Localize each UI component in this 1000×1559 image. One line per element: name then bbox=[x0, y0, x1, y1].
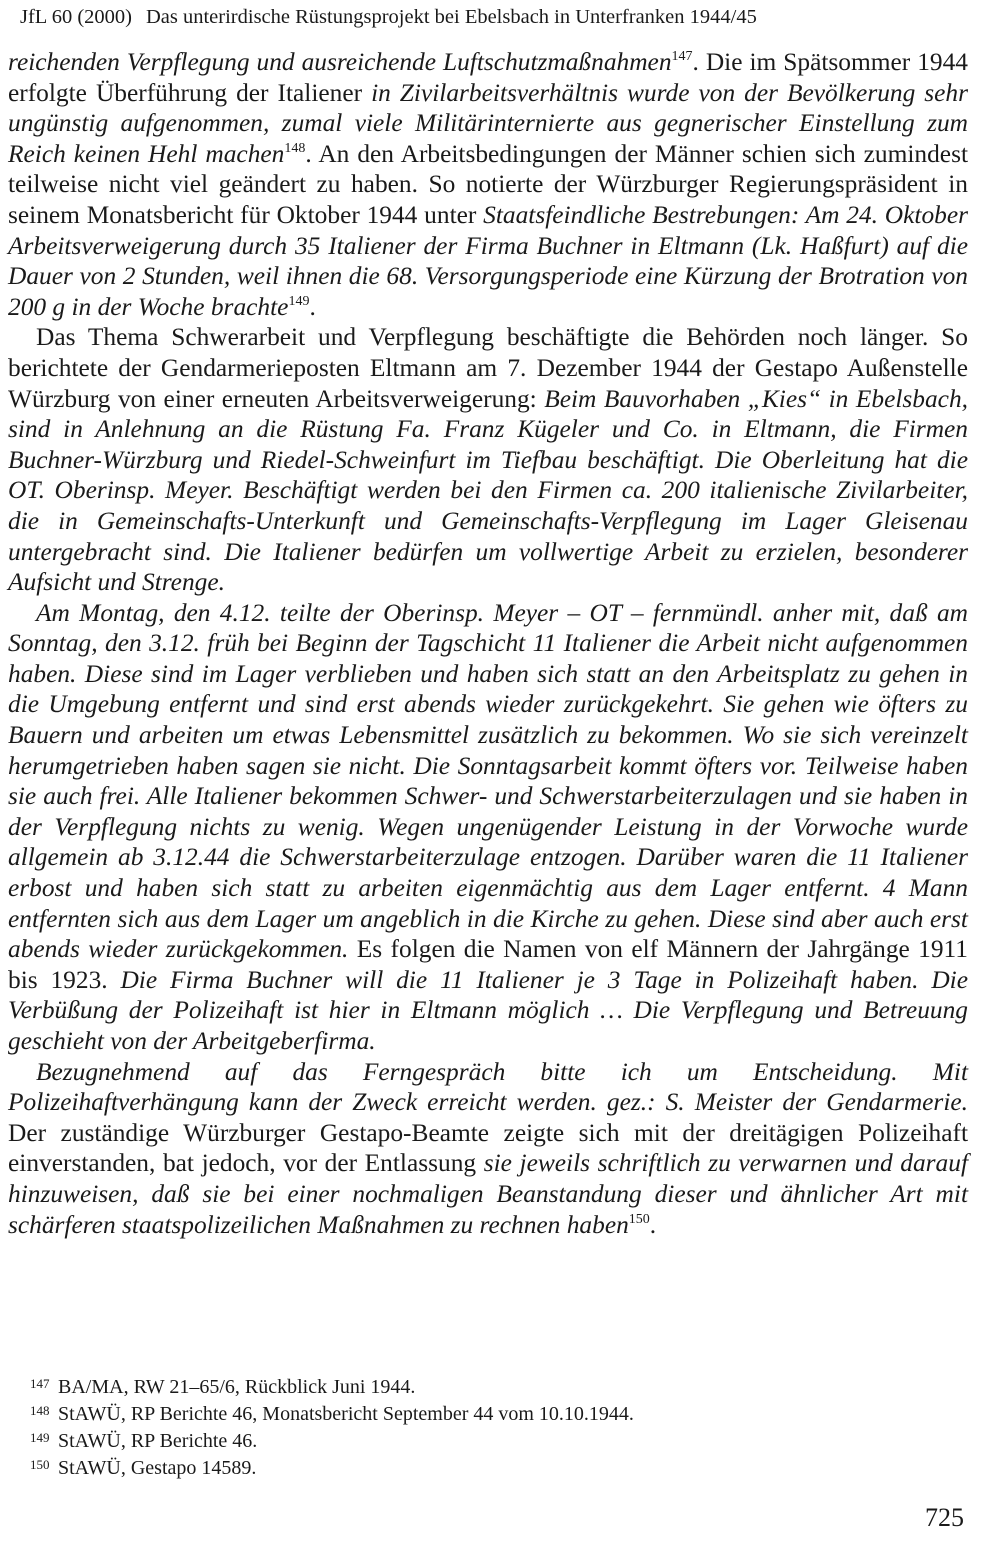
footnote-ref-150[interactable]: 150 bbox=[628, 1211, 650, 1227]
footnote-149 bbox=[30, 1428, 970, 1455]
article-title: Das unterirdische Rüstungsprojekt bei Ebelsbach in Unterfranken 1944/45 bbox=[145, 6, 757, 28]
quote-text: in Zivilarbeitsverhältnis wurde von der Bevölkerung sehr ungünstig aufgenommen, zumal viele Militärinternierte aus gegnerischer Einstellung zum Reich keinen Hehl machen bbox=[8, 78, 968, 168]
paragraph-4 bbox=[8, 1057, 968, 1241]
footnote-ref-149[interactable]: 149 bbox=[288, 293, 310, 309]
paragraph-2 bbox=[8, 322, 968, 597]
footnote-text: BA/MA, RW 21–65/6, Rückblick Juni 1944. bbox=[58, 1376, 416, 1398]
page-number: 725 bbox=[925, 1503, 964, 1532]
footnote-text: StAWÜ, RP Berichte 46. bbox=[58, 1430, 258, 1452]
quote-text: sie jeweils schriftlich zu verwarnen und darauf hinzuweisen, daß sie bei einer nochmaligen Beanstandung dieser und ähnlicher Art mit schärferen staatspolizeilichen Maßnahmen zu rechnen haben bbox=[8, 1149, 968, 1239]
footnote-number: 147 bbox=[30, 1376, 50, 1391]
footnote-ref-148[interactable]: 148 bbox=[284, 140, 306, 156]
quote-text: Beim Bauvorhaben „Kies“ in Ebelsbach, sind in Anlehnung an die Rüstung Fa. Franz Kügeler und Co. in Eltmann, die Firmen Buchner-Würzburg und Riedel-Schweinfurt im Tiefbau beschäftigt. Die Oberleitung hat die OT. Oberinsp. Meyer. Beschäftigt werden bei den Firmen ca. 200 italienische Zivilarbeiter, die in Gemeinschafts-Unterkunft und Gemeinschafts-Verpflegung im Lager Gleisenau untergebracht sind. Die Italiener bedürfen um vollwertige Arbeit zu erzielen, besonderer Aufsicht und Strenge. bbox=[8, 384, 968, 597]
body-span: . Die im Spätsommer 1944 erfolgte Überführung der Italiener bbox=[8, 48, 968, 107]
journal-citation: JfL 60 (2000) bbox=[20, 6, 132, 28]
body-span: . bbox=[309, 292, 316, 321]
footnote-text: StAWÜ, Gestapo 14589. bbox=[58, 1457, 257, 1479]
footnote-ref-147[interactable]: 147 bbox=[671, 49, 693, 64]
body-span: . An den Arbeitsbedingungen der Männer schien sich zumindest teilweise nicht viel geändert zu haben. So notierte der Würzburger Regierungspräsident in seinem Monatsbericht für Oktober 1944 unter bbox=[8, 139, 968, 229]
body-span: Das Thema Schwerarbeit und Verpflegung beschäftigte die Behörden noch länger. So berichtete der Gendarmerieposten Eltmann am 7. Dezember 1944 der Gestapo Außenstelle Würzburg von einer erneuten Arbeitsverweigerung: bbox=[8, 323, 968, 413]
paragraph-1 bbox=[8, 47, 968, 322]
body-span: Der zuständige Würzburger Gestapo-Beamte zeigte sich mit der dreitägigen Polizeihaft einverstanden, bat jedoch, vor der Entlassung bbox=[8, 1118, 968, 1178]
footnote-147 bbox=[30, 1374, 970, 1401]
footnote-number: 150 bbox=[30, 1457, 50, 1472]
footnote-number: 148 bbox=[30, 1403, 50, 1418]
body-span: Es folgen die Namen von elf Männern der Jahrgänge 1911 bis 1923. bbox=[8, 935, 968, 994]
quote-text: reichenden Verpflegung und ausreichende Luftschutzmaßnahmen bbox=[8, 48, 672, 76]
body-text bbox=[8, 47, 968, 1240]
quote-text: Staatsfeindliche Bestrebungen: Am 24. Oktober Arbeitsverweigerung durch 35 Italiener der Firma Buchner in Eltmann (Lk. Haßfurt) auf die Dauer von 2 Stunden, weil ihnen die 68. Versorgungsperiode eine Kürzung der Brotration von 200 g in der Woche brachte bbox=[8, 200, 968, 321]
footnotes bbox=[30, 1374, 970, 1482]
paragraph-3 bbox=[8, 598, 968, 1057]
quote-text: Bezugnehmend auf das Ferngespräch bitte ich um Entscheidung. Mit Polizeihaftverhängung kann der Zweck erreicht werden. gez.: S. Meister der Gendarmerie. bbox=[8, 1057, 968, 1117]
footnote-text: StAWÜ, RP Berichte 46, Monatsbericht September 44 vom 10.10.1944. bbox=[58, 1403, 634, 1425]
footnote-148 bbox=[30, 1401, 970, 1428]
quote-text: Am Montag, den 4.12. teilte der Oberinsp. Meyer – OT – fernmündl. anher mit, daß am Sonntag, den 3.12. früh bei Beginn der Tagschicht 11 Italiener die Arbeit nicht aufgenommen haben. Diese sind im Lager verblieben und haben sich statt an den Arbeitsplatz zu gehen in die Umgebung entfernt und sind erst abends wieder zurückgekehrt. Sie gehen wie öfters zu Bauern und arbeiten um etwas Lebensmittel zusätzlich zu bekommen. Wo sie sich vereinzelt herumgetrieben haben sagen sie nicht. Die Sonntagsarbeit kommt öfters vor. Teilweise haben sie auch frei. Alle Italiener bekommen Schwer- und Schwerstarbeiterzulagen und sie haben in der Verpflegung nichts zu wenig. Wegen ungenügender Leistung in der Vorwoche wurde allgemein ab 3.12.44 die Schwerstarbeiterzulage entzogen. Darüber waren die 11 Italiener erbost und haben sich statt zu arbeiten eigenmächtig aus dem Lager entfernt. 4 Mann entfernten sich aus dem Lager um angeblich in die Kirche zu gehen. Diese sind aber auch erst abends wieder zurückgekommen. bbox=[8, 598, 968, 964]
footnote-number: 149 bbox=[30, 1430, 50, 1445]
running-head bbox=[20, 3, 980, 31]
quote-text: Die Firma Buchner will die 11 Italiener je 3 Tage in Polizeihaft haben. Die Verbüßung der Polizeihaft ist hier in Eltmann möglich … Die Verpflegung und Betreuung geschieht von der Arbeitgeberfirma. bbox=[8, 965, 968, 1055]
footnote-150 bbox=[30, 1455, 970, 1482]
body-span: . bbox=[649, 1210, 657, 1239]
